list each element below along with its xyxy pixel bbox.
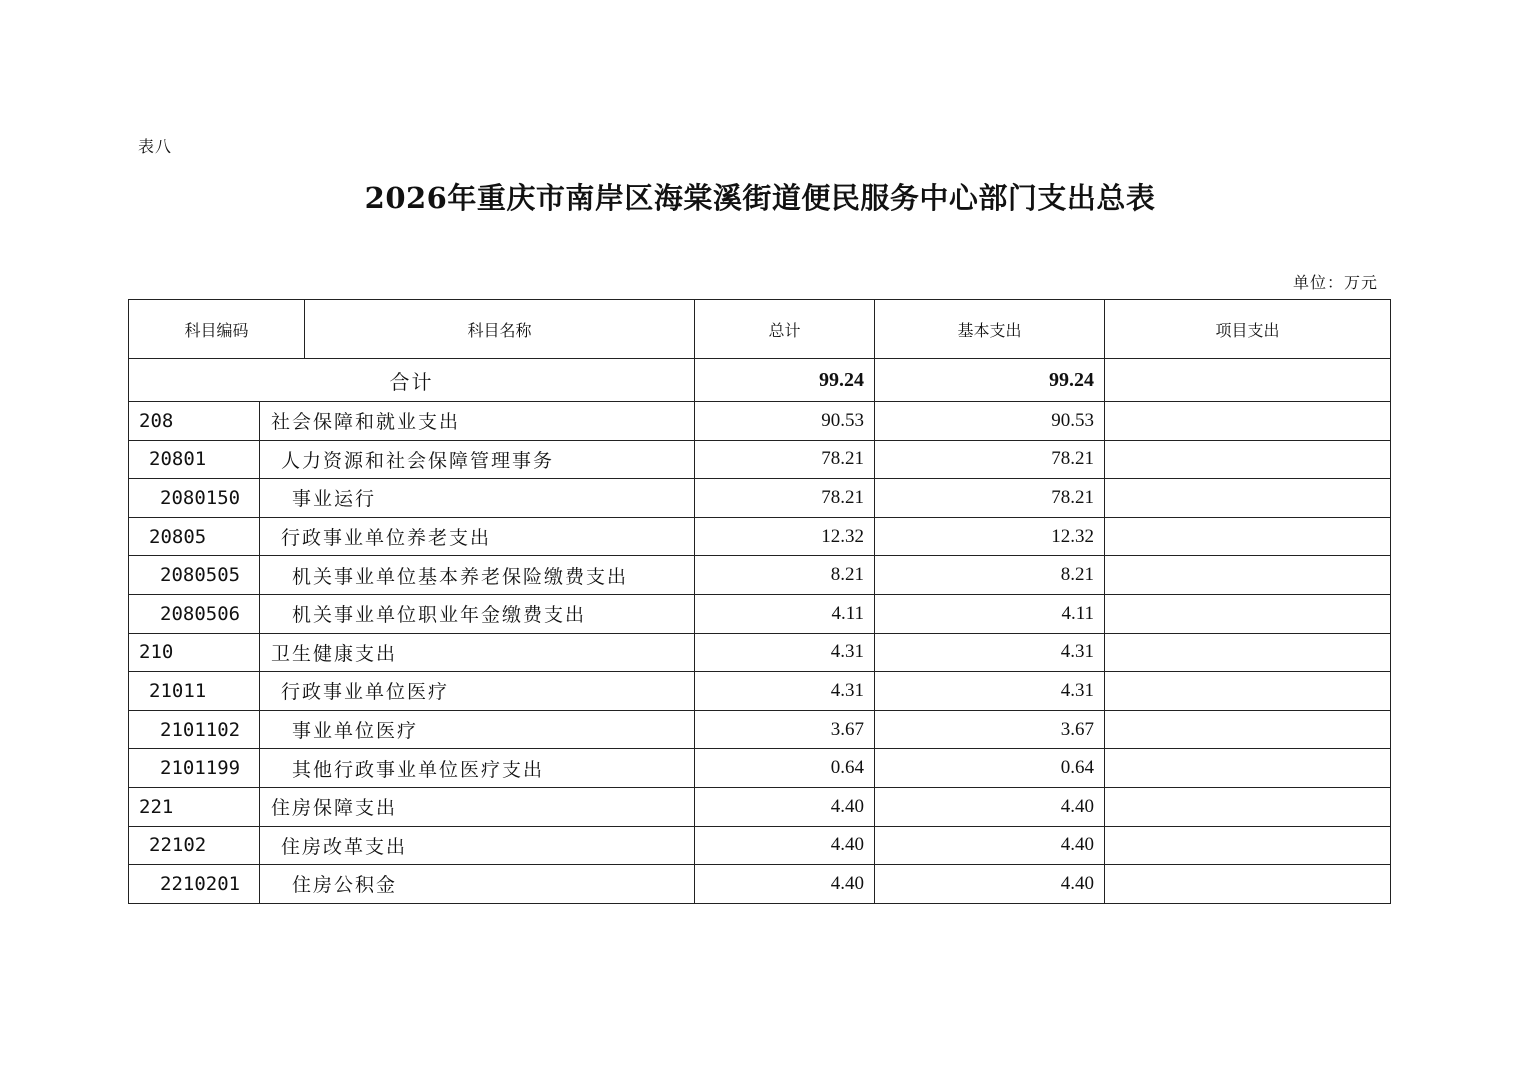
table-tag: 表八	[138, 137, 173, 156]
total-cell: 4.40	[695, 826, 875, 865]
table-row	[129, 440, 1391, 479]
basic-cell: 3.67	[875, 710, 1105, 749]
code-cell: 2080505	[129, 556, 260, 595]
code-cell: 208	[129, 402, 260, 441]
name-cell: 住房公积金	[260, 865, 695, 904]
name-cell: 住房改革支出	[260, 826, 695, 865]
table-row	[129, 594, 1391, 633]
code-cell: 2080506	[129, 594, 260, 633]
project-cell	[1105, 517, 1391, 556]
summary-total: 99.24	[695, 359, 875, 402]
project-cell	[1105, 749, 1391, 788]
header-code: 科目编码	[129, 300, 305, 359]
basic-cell: 4.40	[875, 826, 1105, 865]
total-cell: 3.67	[695, 710, 875, 749]
basic-cell: 4.31	[875, 672, 1105, 711]
table-row	[129, 749, 1391, 788]
header-name: 科目名称	[305, 300, 695, 359]
expenditure-table	[128, 299, 1391, 904]
total-cell: 4.31	[695, 633, 875, 672]
total-cell: 4.40	[695, 787, 875, 826]
table-row	[129, 402, 1391, 441]
page-title: 2026年重庆市南岸区海棠溪街道便民服务中心部门支出总表	[364, 181, 1156, 215]
code-cell: 221	[129, 787, 260, 826]
name-cell: 行政事业单位养老支出	[260, 517, 695, 556]
header-basic: 基本支出	[875, 300, 1105, 359]
basic-cell: 12.32	[875, 517, 1105, 556]
name-cell: 人力资源和社会保障管理事务	[260, 440, 695, 479]
header-total: 总计	[695, 300, 875, 359]
project-cell	[1105, 479, 1391, 518]
table-row	[129, 826, 1391, 865]
project-cell	[1105, 710, 1391, 749]
summary-project	[1105, 359, 1391, 402]
total-cell: 8.21	[695, 556, 875, 595]
table-row	[129, 633, 1391, 672]
code-cell: 2101102	[129, 710, 260, 749]
total-cell: 90.53	[695, 402, 875, 441]
total-cell: 12.32	[695, 517, 875, 556]
summary-basic: 99.24	[875, 359, 1105, 402]
name-cell: 事业单位医疗	[260, 710, 695, 749]
code-cell: 210	[129, 633, 260, 672]
name-cell: 社会保障和就业支出	[260, 402, 695, 441]
total-cell: 4.40	[695, 865, 875, 904]
total-cell: 4.11	[695, 594, 875, 633]
project-cell	[1105, 402, 1391, 441]
basic-cell: 78.21	[875, 440, 1105, 479]
code-cell: 2080150	[129, 479, 260, 518]
summary-row	[129, 359, 1391, 402]
table-row	[129, 556, 1391, 595]
table-row	[129, 672, 1391, 711]
name-cell: 事业运行	[260, 479, 695, 518]
basic-cell: 78.21	[875, 479, 1105, 518]
table-row	[129, 787, 1391, 826]
basic-cell: 4.40	[875, 787, 1105, 826]
project-cell	[1105, 556, 1391, 595]
header-row	[129, 300, 1391, 359]
table-row	[129, 710, 1391, 749]
project-cell	[1105, 787, 1391, 826]
project-cell	[1105, 594, 1391, 633]
name-cell: 行政事业单位医疗	[260, 672, 695, 711]
code-cell: 22102	[129, 826, 260, 865]
name-cell: 机关事业单位职业年金缴费支出	[260, 594, 695, 633]
project-cell	[1105, 633, 1391, 672]
table-row	[129, 865, 1391, 904]
basic-cell: 90.53	[875, 402, 1105, 441]
basic-cell: 4.11	[875, 594, 1105, 633]
basic-cell: 4.40	[875, 865, 1105, 904]
name-cell: 住房保障支出	[260, 787, 695, 826]
code-cell: 20801	[129, 440, 260, 479]
name-cell: 其他行政事业单位医疗支出	[260, 749, 695, 788]
code-cell: 2101199	[129, 749, 260, 788]
name-cell: 卫生健康支出	[260, 633, 695, 672]
name-cell: 机关事业单位基本养老保险缴费支出	[260, 556, 695, 595]
project-cell	[1105, 672, 1391, 711]
summary-label: 合计	[129, 359, 695, 402]
code-cell: 21011	[129, 672, 260, 711]
total-cell: 4.31	[695, 672, 875, 711]
header-project: 项目支出	[1105, 300, 1391, 359]
project-cell	[1105, 865, 1391, 904]
code-cell: 2210201	[129, 865, 260, 904]
basic-cell: 4.31	[875, 633, 1105, 672]
project-cell	[1105, 826, 1391, 865]
project-cell	[1105, 440, 1391, 479]
total-cell: 78.21	[695, 479, 875, 518]
table-row	[129, 479, 1391, 518]
unit-label: 单位：万元	[1292, 273, 1378, 292]
code-cell: 20805	[129, 517, 260, 556]
basic-cell: 8.21	[875, 556, 1105, 595]
basic-cell: 0.64	[875, 749, 1105, 788]
total-cell: 78.21	[695, 440, 875, 479]
total-cell: 0.64	[695, 749, 875, 788]
table-row	[129, 517, 1391, 556]
